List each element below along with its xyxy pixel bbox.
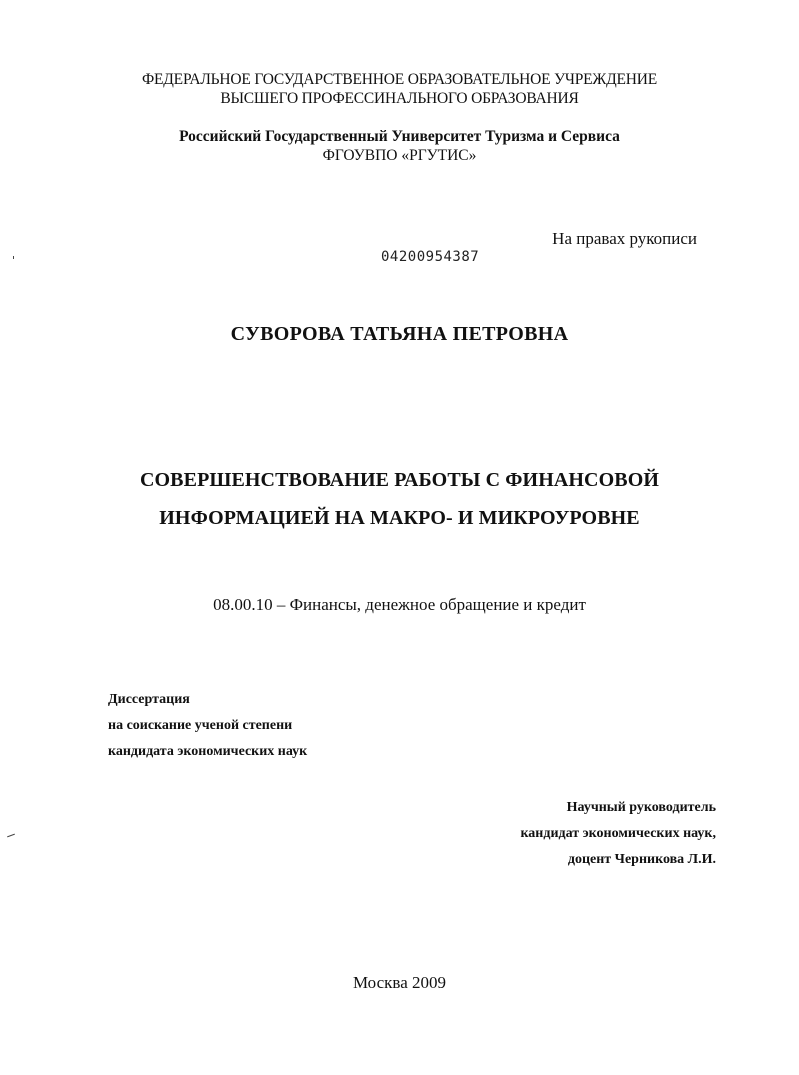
university-abbreviation: ФГОУВПО «РГУТИС» (322, 147, 477, 164)
supervisor-line-1: Научный руководитель (566, 800, 716, 815)
degree-line-2: на соискание ученой степени (108, 718, 293, 733)
scan-speck (7, 834, 15, 838)
institution-line-1: ФЕДЕРАЛЬНОЕ ГОСУДАРСТВЕННОЕ ОБРАЗОВАТЕЛЬНОЕ УЧРЕЖДЕНИЕ (141, 71, 658, 88)
supervisor-line-2: кандидат экономических наук, (520, 826, 716, 841)
stamp-number: 04200954387 (381, 249, 480, 265)
scan-speck (13, 256, 14, 259)
dissertation-title-line-2: ИНФОРМАЦИЕЙ НА МАКРО- И МИКРОУРОВНЕ (159, 507, 640, 529)
supervisor-line-3: доцент Черникова Л.И. (567, 852, 716, 867)
city-year: Москва 2009 (352, 973, 447, 992)
specialty-code: 08.00.10 – Финансы, денежное обращение и кредит (213, 595, 586, 614)
manuscript-rights: На правах рукописи (552, 229, 697, 248)
dissertation-title-line-1: СОВЕРШЕНСТВОВАНИЕ РАБОТЫ С ФИНАНСОВОЙ (139, 469, 660, 491)
author-name: СУВОРОВА ТАТЬЯНА ПЕТРОВНА (230, 323, 569, 345)
university-name: Российский Государственный Университет Туризма и Сервиса (179, 128, 620, 145)
institution-line-2: ВЫСШЕГО ПРОФЕССИНАЛЬНОГО ОБРАЗОВАНИЯ (220, 90, 579, 107)
degree-line-1: Диссертация (108, 692, 190, 707)
degree-line-3: кандидата экономических наук (108, 744, 308, 759)
